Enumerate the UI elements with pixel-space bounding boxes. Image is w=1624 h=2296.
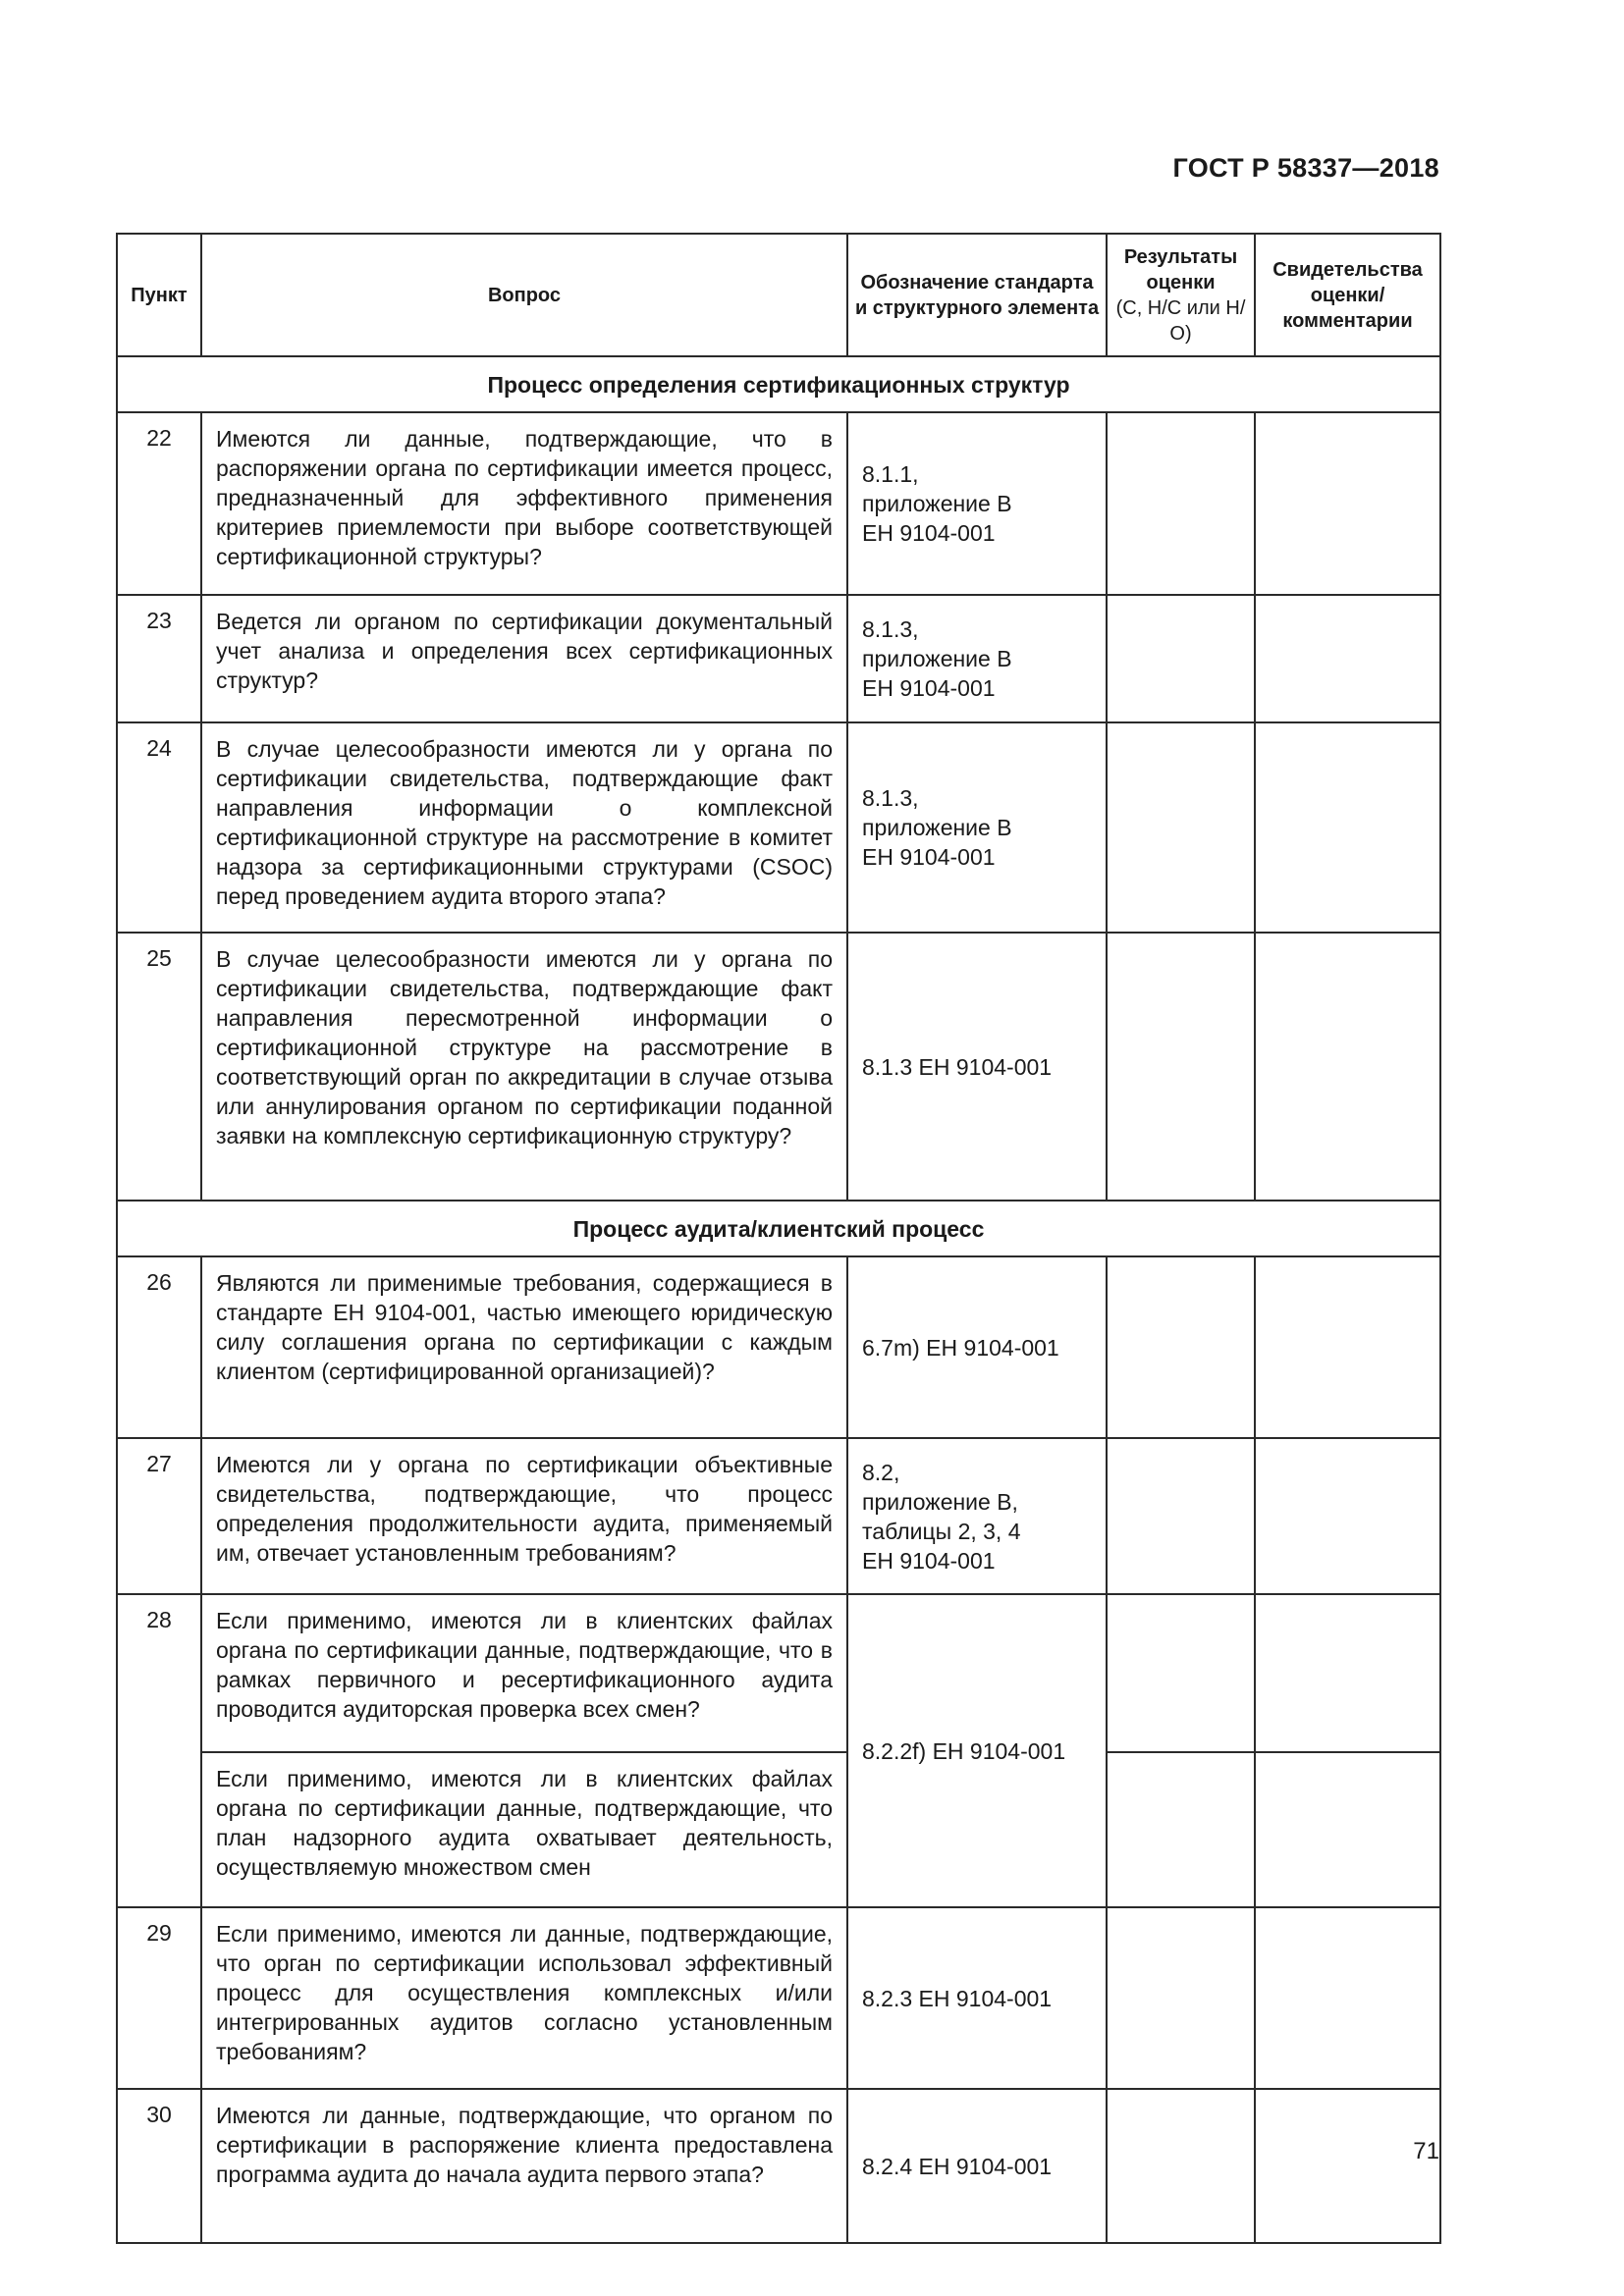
section-title: Процесс определения сертификационных структур (117, 356, 1440, 412)
evidence-cell[interactable] (1255, 1594, 1440, 1752)
item-number: 25 (117, 933, 201, 1201)
question-cell: Имеются ли данные, подтверждающие, что в распоряжении органа по сертификации имеется процесс, предназначенный для эффективного применения критериев приемлемости при выборе соответствующей сертификационной структуры? (201, 412, 847, 595)
item-number: 29 (117, 1907, 201, 2089)
page-number: 71 (1413, 2138, 1439, 2164)
question-cell: В случае целесообразности имеются ли у органа по сертификации свидетельства, подтверждающие факт направления информации о комплексной сертификационной структуре на рассмотрение в комитет надзора за сертификационными структурами (CSOC) перед проведением аудита второго этапа? (201, 722, 847, 933)
result-cell[interactable] (1107, 722, 1255, 933)
table-header-row (117, 234, 1440, 356)
table-row (117, 2089, 1440, 2243)
question-cell: Если применимо, имеются ли в клиентских файлах органа по сертификации данные, подтверждающие, что в рамках первичного и ресертификационного аудита проводится аудиторская проверка всех смен? (201, 1594, 847, 1752)
reference-line: 8.1.1, (862, 461, 919, 487)
reference-line: таблицы 2, 3, 4 (862, 1518, 1021, 1544)
reference-line: 8.1.3, (862, 785, 919, 811)
reference-cell (847, 933, 1107, 1201)
result-cell[interactable] (1107, 1594, 1255, 1752)
section-title: Процесс аудита/клиентский процесс (117, 1201, 1440, 1256)
result-cell[interactable] (1107, 1438, 1255, 1594)
item-number: 24 (117, 722, 201, 933)
result-cell[interactable] (1107, 1907, 1255, 2089)
reference-cell (847, 722, 1107, 933)
reference-line: приложение В (862, 646, 1012, 671)
reference-cell (847, 1594, 1107, 1907)
item-number: 27 (117, 1438, 201, 1594)
question-cell: Если применимо, имеются ли данные, подтверждающие, что орган по сертификации использовал эффективный процесс для осуществления комплексных и/или интегрированных аудитов согласно установленным требованиям? (201, 1907, 847, 2089)
reference-cell (847, 2089, 1107, 2243)
reference-line: 8.2.3 ЕН 9104-001 (862, 1985, 1053, 2011)
section-row (117, 1201, 1440, 1256)
reference-cell (847, 1438, 1107, 1594)
evidence-cell[interactable] (1255, 412, 1440, 595)
evidence-cell[interactable] (1255, 1438, 1440, 1594)
item-number: 22 (117, 412, 201, 595)
item-number: 26 (117, 1256, 201, 1438)
evidence-cell[interactable] (1255, 722, 1440, 933)
question-cell: Ведется ли органом по сертификации документальный учет анализа и определения всех сертификационных структур? (201, 595, 847, 722)
result-cell[interactable] (1107, 412, 1255, 595)
header-evidence: Свидетельства оценки/ комментарии (1255, 234, 1440, 356)
item-number: 30 (117, 2089, 201, 2243)
result-cell[interactable] (1107, 2089, 1255, 2243)
question-cell: Имеются ли у органа по сертификации объективные свидетельства, подтверждающие, что процесс определения продолжительности аудита, применяемый им, отвечает установленным требованиям? (201, 1438, 847, 1594)
evidence-cell[interactable] (1255, 1907, 1440, 2089)
reference-line: ЕН 9104-001 (862, 675, 996, 701)
question-cell: Если применимо, имеются ли в клиентских файлах органа по сертификации данные, подтверждающие, что план надзорного аудита охватывает деятельность, осуществляемую множеством смен (201, 1752, 847, 1907)
evidence-cell[interactable] (1255, 933, 1440, 1201)
reference-line: приложение В (862, 491, 1012, 516)
result-cell[interactable] (1107, 595, 1255, 722)
table-row (117, 1256, 1440, 1438)
header-reference: Обозначение стандарта и структурного элемента (847, 234, 1107, 356)
evidence-cell[interactable] (1255, 1752, 1440, 1907)
reference-line: 6.7m) ЕН 9104-001 (862, 1334, 1059, 1361)
result-cell[interactable] (1107, 933, 1255, 1201)
reference-line: ЕН 9104-001 (862, 844, 996, 870)
table-row (117, 722, 1440, 933)
table-row (117, 1438, 1440, 1594)
table-row (117, 933, 1440, 1201)
reference-line: 8.1.3 ЕН 9104-001 (862, 1053, 1053, 1080)
header-question: Вопрос (201, 234, 847, 356)
table-row (117, 595, 1440, 722)
reference-cell (847, 412, 1107, 595)
reference-cell (847, 1256, 1107, 1438)
header-result-title: Результаты оценки (1123, 245, 1238, 294)
evidence-cell[interactable] (1255, 595, 1440, 722)
question-cell: В случае целесообразности имеются ли у органа по сертификации свидетельства, подтверждающие факт направления пересмотренной информации о сертификационной структуре на рассмотрение в соответствующий орган по аккредитации в случае отзыва или аннулирования органом по сертификации поданной заявки на комплексную сертификационную структуру? (201, 933, 847, 1201)
reference-cell (847, 595, 1107, 722)
audit-checklist-table (116, 233, 1441, 2244)
table-row (117, 412, 1440, 595)
table-row (117, 1752, 1440, 1907)
table-row (117, 1907, 1440, 2089)
reference-line: 8.2.4 ЕН 9104-001 (862, 2153, 1053, 2179)
reference-line: приложение В, (862, 1488, 1018, 1515)
item-number: 28 (117, 1594, 201, 1907)
header-result (1107, 234, 1255, 356)
reference-line: 8.2.2f) ЕН 9104-001 (862, 1737, 1066, 1764)
reference-line: 8.1.3, (862, 616, 919, 642)
result-cell[interactable] (1107, 1256, 1255, 1438)
document-code: ГОСТ Р 58337—2018 (1172, 153, 1439, 183)
evidence-cell[interactable] (1255, 2089, 1440, 2243)
question-cell: Имеются ли данные, подтверждающие, что органом по сертификации в распоряжение клиента предоставлена программа аудита до начала аудита первого этапа? (201, 2089, 847, 2243)
section-row (117, 356, 1440, 412)
evidence-cell[interactable] (1255, 1256, 1440, 1438)
reference-line: приложение В (862, 815, 1012, 840)
reference-line: 8.2, (862, 1459, 900, 1485)
reference-cell (847, 1907, 1107, 2089)
question-cell: Являются ли применимые требования, содержащиеся в стандарте ЕН 9104-001, частью имеющего юридическую силу соглашения органа по сертификации с каждым клиентом (сертифицированной организацией)? (201, 1256, 847, 1438)
reference-line: ЕН 9104-001 (862, 520, 996, 546)
reference-line: ЕН 9104-001 (862, 1547, 996, 1574)
table-row (117, 1594, 1440, 1752)
header-item: Пункт (117, 234, 201, 356)
item-number: 23 (117, 595, 201, 722)
result-cell[interactable] (1107, 1752, 1255, 1907)
header-result-options: (С, Н/С или Н/О) (1115, 296, 1246, 345)
